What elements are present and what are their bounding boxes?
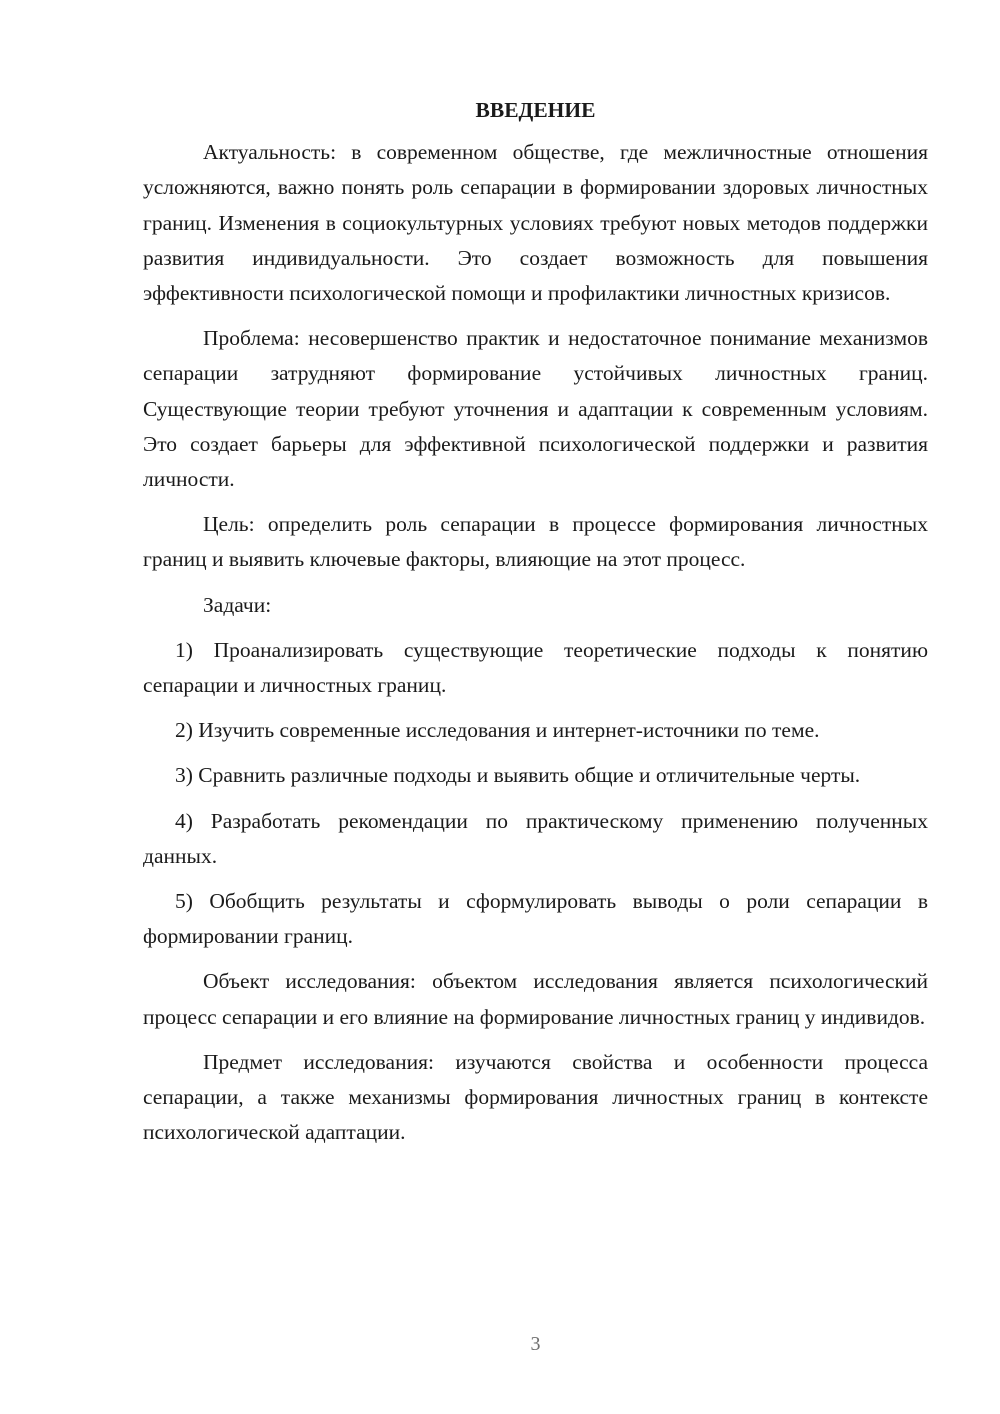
page-number: 3: [530, 1333, 541, 1355]
paragraph-relevance: Актуальность: в современном обществе, где межличностные отношения усложняются, важно понять роль сепарации в формировании здоровых личностных границ. Изменения в социокультурных условиях требуют новых методов поддержки развития индивидуальности. Это создает возможность для повышения эффективности психологической помощи и профилактики личностных кризисов.: [143, 140, 928, 306]
section-title: ВВЕДЕНИЕ: [475, 98, 596, 122]
paragraph-subject: Предмет исследования: изучаются свойства и особенности процесса сепарации, а также механизмы формирования личностных границ в контексте психологической адаптации.: [143, 1049, 928, 1145]
task-item-4: 4) Разработать рекомендации по практическому применению полученных данных.: [143, 808, 928, 868]
task-item-5: 5) Обобщить результаты и сформулировать выводы о роли сепарации в формировании границ.: [143, 889, 928, 949]
task-item-3: 3) Сравнить различные подходы и выявить общие и отличительные черты.: [175, 763, 861, 788]
task-item-1: 1) Проанализировать существующие теоретические подходы к понятию сепарации и личностных границ.: [143, 637, 928, 698]
task-item-2: 2) Изучить современные исследования и интернет-источники по теме.: [175, 718, 820, 743]
document-page: [143, 93, 928, 1160]
tasks-heading: Задачи:: [203, 592, 272, 617]
paragraph-object: Объект исследования: объектом исследования является психологический процесс сепарации и его влияние на формирование личностных границ у индивидов.: [143, 969, 928, 1029]
paragraph-goal: Цель: определить роль сепарации в процессе формирования личностных границ и выявить ключевые факторы, влияющие на этот процесс.: [143, 512, 928, 572]
paragraph-problem: Проблема: несовершенство практик и недостаточное понимание механизмов сепарации затрудняют формирование устойчивых личностных границ. Существующие теории требуют уточнения и адаптации к современным условиям. Это создает барьеры для эффективной психологической поддержки и развития личности.: [143, 326, 928, 492]
